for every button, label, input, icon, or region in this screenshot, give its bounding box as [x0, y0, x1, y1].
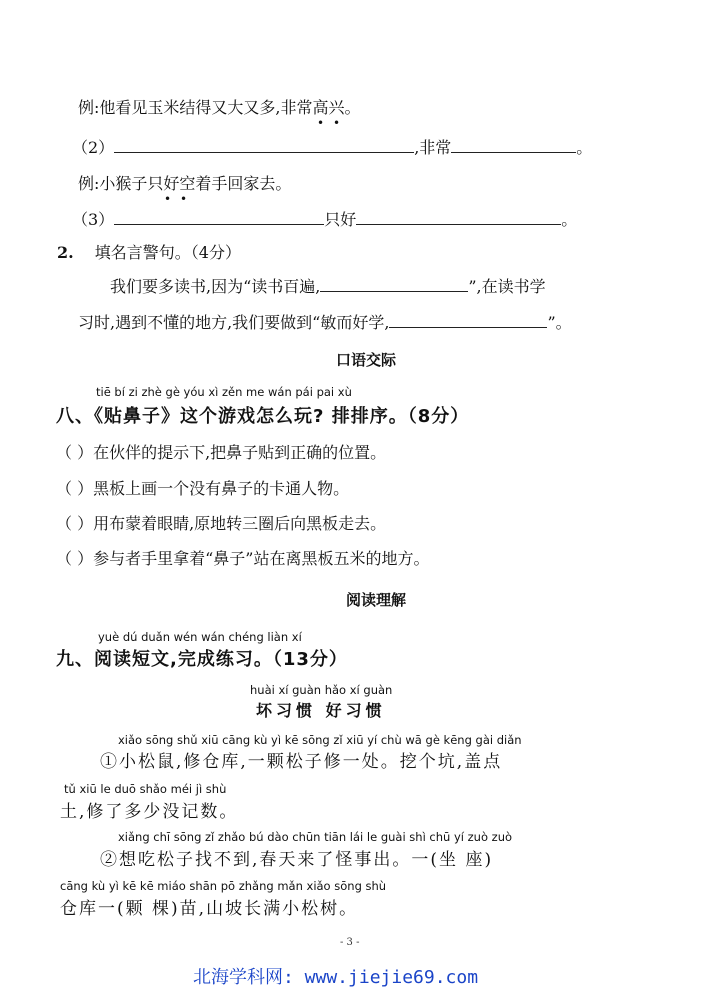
question-2-line-2	[78, 313, 572, 333]
item-2-mid-text: ,非常	[414, 138, 452, 157]
story-p4-pinyin: cāng kù yì kē kē miáo shān pō zhǎng mǎn xiǎo sōng shù	[60, 879, 387, 893]
emphasis-dot: •	[317, 116, 325, 130]
q2-line1-part-a: 我们要多读书,因为“读书百遍,	[110, 277, 321, 296]
story-line-1: ①小松鼠,修仓库,一颗松子修一处。挖个坑,盖点	[100, 752, 503, 772]
story-title: 坏习惯 好习惯	[256, 701, 386, 720]
emphasis-dot: •	[333, 116, 341, 130]
page-number: - 3 -	[340, 937, 360, 948]
q2-blank-1[interactable]	[320, 277, 468, 292]
question-8-heading: 八、《贴鼻子》这个游戏怎么玩? 排排序。（8分）	[56, 406, 470, 427]
q8-item-3-text: 用布蒙着眼睛,原地转三圈后向黑板走去。	[93, 514, 387, 533]
q8-item-3-answer-paren[interactable]: （ ）	[56, 514, 94, 533]
q8-item-2-answer-paren[interactable]: （ ）	[56, 479, 94, 498]
story-line-2: 土,修了多少没记数。	[60, 802, 239, 822]
q8-item-4	[56, 549, 429, 569]
question-9-heading: 九、阅读短文,完成练习。（13分）	[56, 649, 348, 670]
q8-item-1-text: 在伙伴的提示下,把鼻子贴到正确的位置。	[93, 443, 387, 462]
q2-line2-part-b: ”。	[547, 313, 572, 332]
item-2-end: 。	[576, 138, 593, 157]
question-8-pinyin: tiē bí zi zhè gè yóu xì zěn me wán pái pai xù	[96, 385, 352, 399]
item-2-row	[72, 138, 592, 158]
item-3-number: （3）	[72, 210, 115, 229]
item-3-end: 。	[561, 210, 578, 229]
example-sentence-2: 例:小猴子只好空着手回家去。	[78, 174, 292, 193]
story-p2-pinyin: tǔ xiū le duō shǎo méi jì shù	[64, 782, 227, 796]
story-p1-pinyin: xiǎo sōng shǔ xiū cāng kù yì kē sōng zǐ xiū yí chù wā gè kēng gài diǎn	[118, 733, 522, 747]
question-2-number: 2.	[57, 243, 74, 262]
q2-blank-2[interactable]	[389, 313, 547, 328]
q8-item-2-text: 黑板上画一个没有鼻子的卡通人物。	[93, 479, 350, 498]
question-2-text: 填名言警句。（4分）	[94, 243, 241, 262]
q8-item-4-answer-paren[interactable]: （ ）	[56, 549, 94, 568]
item-3-blank-2[interactable]	[356, 210, 561, 225]
item-2-blank-1[interactable]	[114, 138, 414, 153]
item-3-row	[72, 210, 577, 230]
question-2-line-1	[110, 277, 546, 297]
story-line-3: ②想吃松子找不到,春天来了怪事出。一(坐 座)	[100, 850, 494, 870]
question-9-pinyin: yuè dú duǎn wén wán chéng liàn xí	[98, 630, 302, 644]
q8-item-4-text: 参与者手里拿着“鼻子”站在离黑板五米的地方。	[93, 549, 430, 568]
item-2-number: （2）	[72, 138, 115, 157]
q8-item-2	[56, 479, 349, 499]
item-2-blank-2[interactable]	[451, 138, 576, 153]
item-3-mid-text: 只好	[324, 210, 357, 229]
story-p3-pinyin: xiǎng chī sōng zǐ zhǎo bú dào chūn tiān lái le guài shì chū yí zuò zuò	[118, 830, 513, 844]
section-heading-oral: 口语交际	[336, 351, 397, 369]
story-title-pinyin: huài xí guàn hǎo xí guàn	[250, 683, 393, 697]
emphasis-dot: •	[164, 192, 172, 206]
q8-item-1	[56, 443, 386, 463]
q8-item-1-answer-paren[interactable]: （ ）	[56, 443, 94, 462]
q8-item-3	[56, 514, 386, 534]
emphasis-dot: •	[180, 192, 188, 206]
q2-line1-part-b: ”,在读书学	[468, 277, 546, 296]
question-2-heading	[57, 243, 241, 263]
section-heading-reading: 阅读理解	[346, 591, 407, 609]
item-3-blank-1[interactable]	[114, 210, 324, 225]
footer-website: 北海学科网: www.jiejie69.com	[193, 967, 479, 988]
example-sentence-1: 例:他看见玉米结得又大又多,非常高兴。	[78, 98, 361, 117]
q2-line2-part-a: 习时,遇到不懂的地方,我们要做到“敏而好学,	[78, 313, 390, 332]
story-line-4: 仓库一(颗 棵)苗,山坡长满小松树。	[60, 899, 359, 919]
